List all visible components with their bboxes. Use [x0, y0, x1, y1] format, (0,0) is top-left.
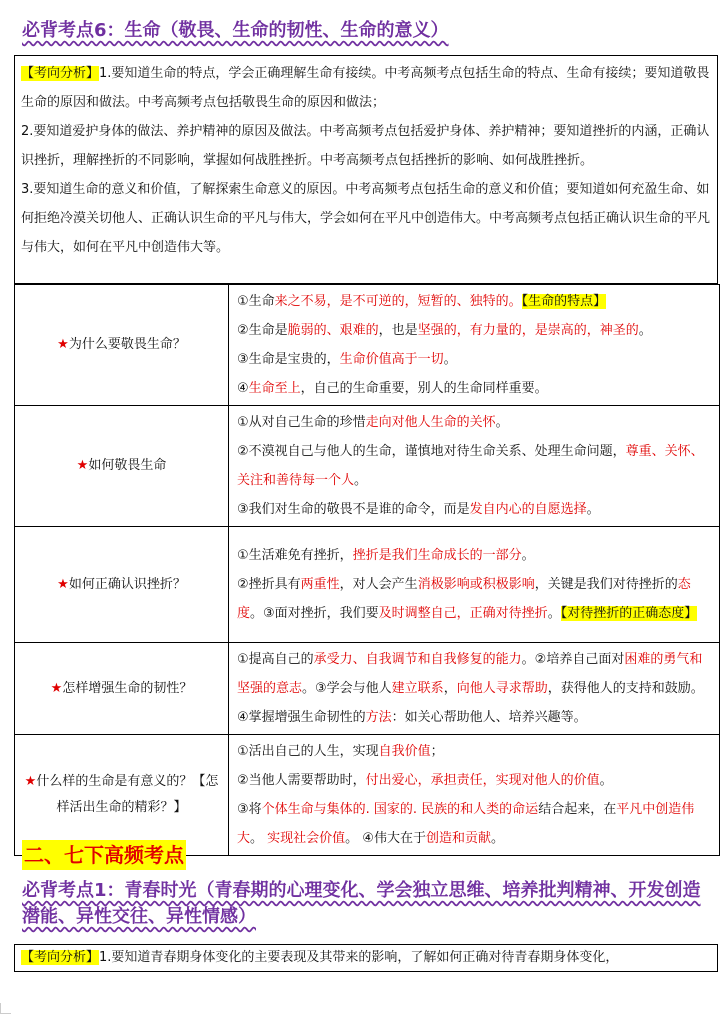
analysis-paragraph-2: 2.要知道爱护身体的做法、养护精神的原因及做法。中考高频考点包括爱护身体、养护精神；要知道挫折的内涵，正确认识挫折，理解挫折的不同影响，掌握如何战胜挫折。中考高频考点包括挫折的影响、如何战胜挫折。: [21, 124, 710, 168]
answer-line: ①生活难免有挫折，挫折是我们生命成长的一部分。: [237, 548, 535, 563]
section-heading-grade7: 二、七下高频考点: [22, 840, 186, 870]
answer-cell: [229, 527, 720, 643]
qa-table: [14, 284, 720, 856]
answer-line: ②当他人需要帮助时，付出爱心，承担责任，实现对他人的价值。: [237, 773, 613, 788]
question-cell: ★如何敬畏生命: [15, 406, 229, 527]
answer-line: ①生命来之不易，是不可逆的，短暂的、独特的。【生命的特点】: [237, 294, 607, 309]
page-corner-mark: [0, 1003, 11, 1014]
answer-line: ②挫折具有两重性，对人会产生消极影响或积极影响，关键是我们对待挫折的态度。③面对挫折，我们要及时调整自己，正确对待挫折。【对待挫折的正确态度】: [237, 577, 698, 621]
question-cell: ★怎样增强生命的韧性？: [15, 643, 229, 735]
table-row: [15, 285, 720, 406]
answer-cell: [229, 735, 720, 856]
answer-cell: [229, 406, 720, 527]
table-row: [15, 643, 720, 735]
answer-line: ②不漠视自己与他人的生命，谨慎地对待生命关系、处理生命问题，尊重、关怀、关注和善待每一个人。: [237, 444, 704, 488]
analysis-text: 1.要知道青春期身体变化的主要表现及其带来的影响，了解如何正确对待青春期身体变化，: [99, 950, 619, 965]
table-row: [15, 735, 720, 856]
question-cell: ★如何正确认识挫折？: [15, 527, 229, 643]
exam-analysis-box: [14, 55, 718, 284]
star-icon: ★: [24, 774, 37, 789]
question-cell: ★为什么要敬畏生命？: [15, 285, 229, 406]
answer-line: ③我们对生命的敬畏不是谁的命令，而是发自内心的自愿选择。: [237, 502, 600, 517]
exam-analysis-box-2: [14, 944, 718, 972]
answer-line: ③生命是宝贵的，生命价值高于一切。: [237, 352, 457, 367]
analysis-paragraph-3: 3.要知道生命的意义和价值，了解探索生命意义的原因。中考高频考点包括生命的意义和价值；要知道如何充盈生命、如何拒绝冷漠关切他人、正确认识生命的平凡与伟大，学会如何在平凡中创造伟大。中考高频考点包括正确认识生命的平凡与伟大，如何在平凡中创造伟大等。: [21, 182, 711, 255]
answer-line: ④生命至上，自己的生命重要，别人的生命同样重要。: [237, 381, 548, 396]
table-row: [15, 406, 720, 527]
answer-line: ①从对自己生命的珍惜走向对他人生命的关怀。: [237, 415, 509, 430]
answer-cell: [229, 643, 720, 735]
star-icon: ★: [50, 680, 63, 696]
answer-cell: [229, 285, 720, 406]
question-cell: ★什么样的生命是有意义的？【怎样活出生命的精彩？】: [15, 735, 229, 856]
analysis-tag: 【考向分析】: [21, 66, 100, 81]
analysis-tag: 【考向分析】: [21, 950, 100, 965]
section-title-youth: 必背考点1：青春时光（青春期的心理变化、学会独立思维、培养批判精神、开发创造潜能、异性交往、异性情感）: [22, 880, 701, 927]
star-icon: ★: [57, 337, 69, 352]
table-row: [15, 527, 720, 643]
answer-line: ②生命是脆弱的、艰难的，也是坚强的，有力量的，是崇高的，神圣的。: [237, 323, 652, 338]
answer-line: ③将个体生命与集体的. 国家的. 民族的和人类的命运结合起来，在平凡中创造伟大。 实现社会价值。 ④伟大在于创造和贡献。: [237, 802, 695, 846]
star-icon: ★: [76, 458, 89, 473]
answer-line: ①活出自己的人生，实现自我价值；: [237, 744, 444, 759]
analysis-paragraph-1: 【考向分析】1.要知道生命的特点，学会正确理解生命有接续。中考高频考点包括生命的特点、生命有接续；要知道敬畏生命的原因和做法。中考高频考点包括敬畏生命的原因和做法；: [21, 66, 710, 110]
section-title-life: 必背考点6：生命（敬畏、生命的韧性、生命的意义）: [22, 20, 449, 41]
answer-line: ①提高自己的承受力、自我调节和自我修复的能力。②培养自己面对困难的勇气和坚强的意志。③学会与他人建立联系，向他人寻求帮助，获得他人的支持和鼓励。④掌握增强生命韧性的方法：如关心帮助他人、培养兴趣等。: [237, 652, 704, 725]
star-icon: ★: [57, 576, 69, 592]
